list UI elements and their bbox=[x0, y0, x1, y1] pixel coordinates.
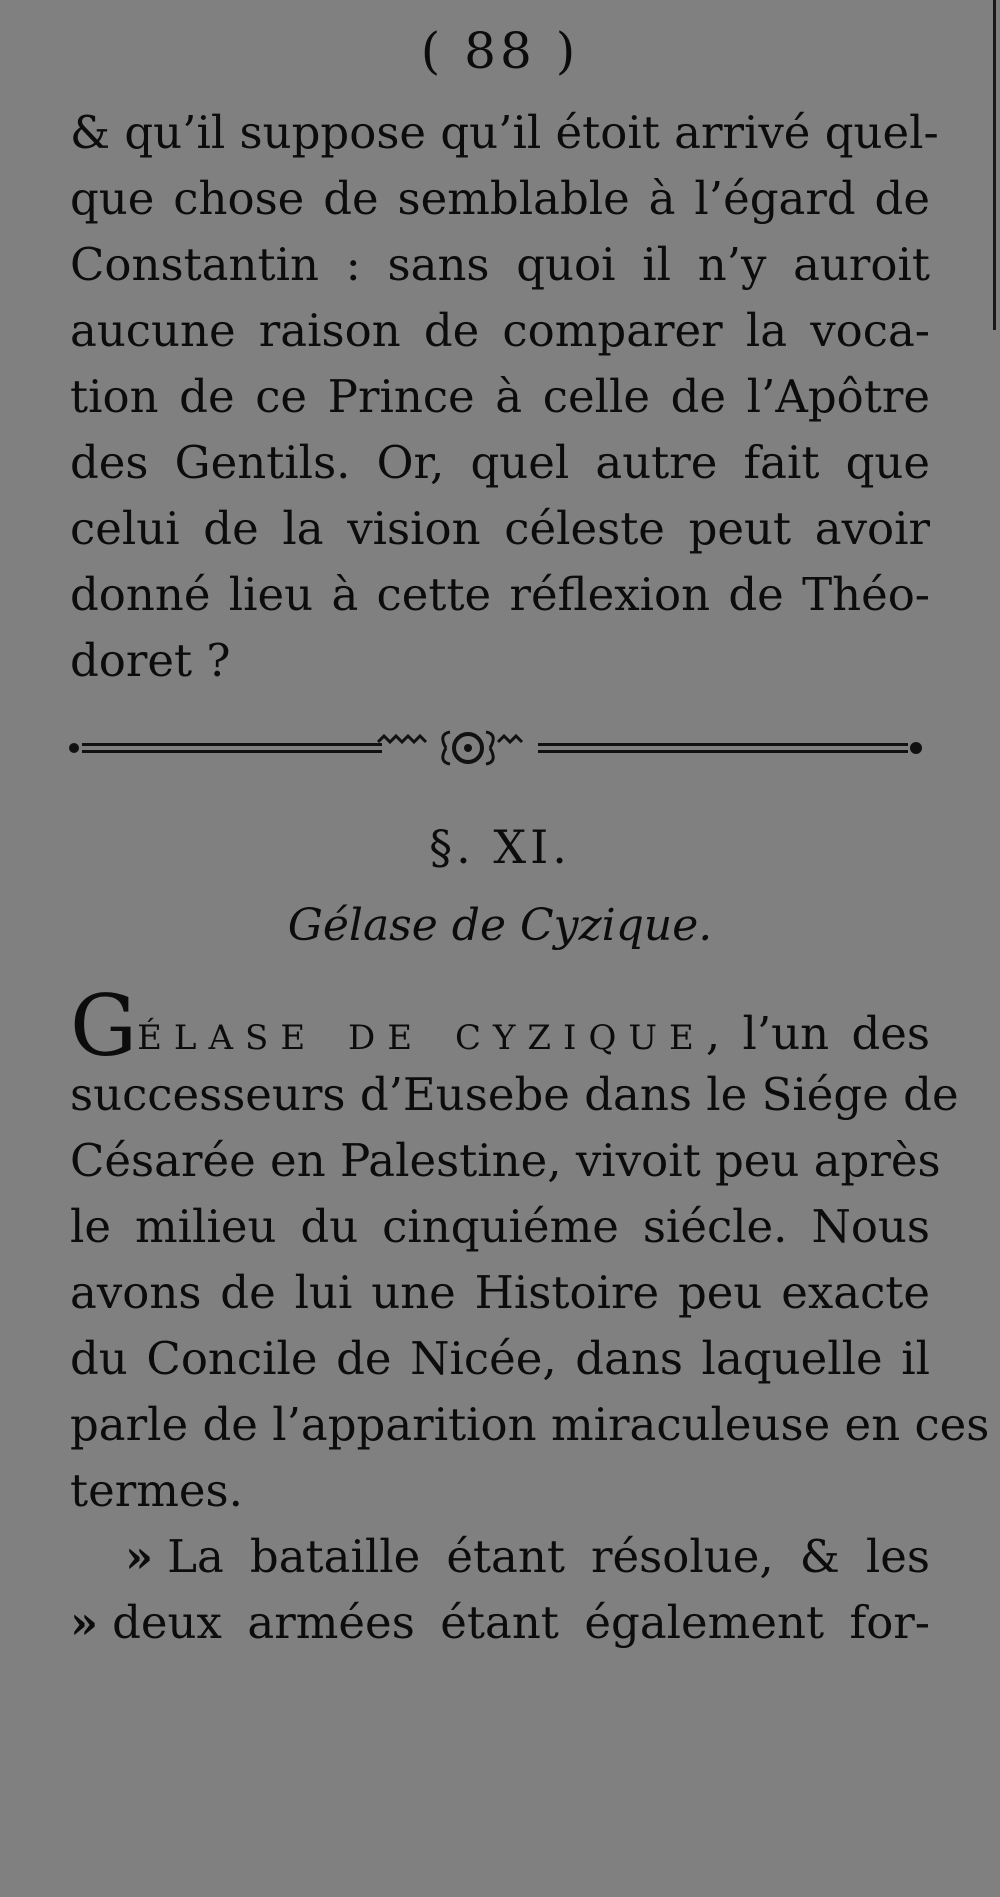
quote-text: deux armées étant également for- bbox=[112, 1596, 930, 1649]
quote-mark: » bbox=[70, 1596, 99, 1649]
main-paragraph bbox=[70, 977, 990, 1656]
text-line: doret ? bbox=[70, 634, 231, 687]
ornament-divider-icon bbox=[68, 728, 928, 768]
first-line bbox=[70, 977, 930, 1075]
text-line: que chose de semblable à l’égard de bbox=[70, 172, 930, 225]
text-line: avons de lui une Histoire peu exacte bbox=[70, 1266, 930, 1319]
text-line: celui de la vision céleste peut avoir bbox=[70, 502, 930, 555]
top-paragraph bbox=[70, 100, 939, 694]
text-line: tion de ce Prince à celle de l’Apôtre bbox=[70, 370, 930, 423]
text-line: parle de l’apparition miraculeuse en ces bbox=[70, 1398, 990, 1451]
quote-mark: » bbox=[125, 1530, 154, 1583]
drop-cap: G bbox=[70, 977, 138, 1075]
page-number: ( 88 ) bbox=[420, 22, 580, 80]
small-caps-name: ÉLASE DE CYZIQUE bbox=[137, 1018, 706, 1058]
section-number: §. XI. bbox=[429, 820, 571, 874]
text-line: Constantin : sans quoi il n’y auroit bbox=[70, 238, 930, 291]
quote-text: La bataille étant résolue, & les bbox=[167, 1530, 930, 1583]
text-line: le milieu du cinquiéme siécle. Nous bbox=[70, 1200, 930, 1253]
first-line-rest: , l’un des bbox=[705, 1007, 930, 1060]
quote-line bbox=[70, 1524, 930, 1590]
text-line: successeurs d’Eusebe dans le Siége de bbox=[70, 1068, 959, 1121]
text-line: donné lieu à cette réflexion de Théo- bbox=[70, 568, 930, 621]
quote-line bbox=[70, 1590, 930, 1656]
text-line: Césarée en Palestine, vivoit peu après bbox=[70, 1134, 941, 1187]
text-line: termes. bbox=[70, 1464, 243, 1517]
text-line: des Gentils. Or, quel autre fait que bbox=[70, 436, 930, 489]
text-line: du Concile de Nicée, dans laquelle il bbox=[70, 1332, 930, 1385]
text-line: & qu’il suppose qu’il étoit arrivé quel- bbox=[70, 106, 939, 159]
section-subtitle: Gélase de Cyzique. bbox=[287, 900, 713, 951]
text-line: aucune raison de comparer la voca- bbox=[70, 304, 930, 357]
